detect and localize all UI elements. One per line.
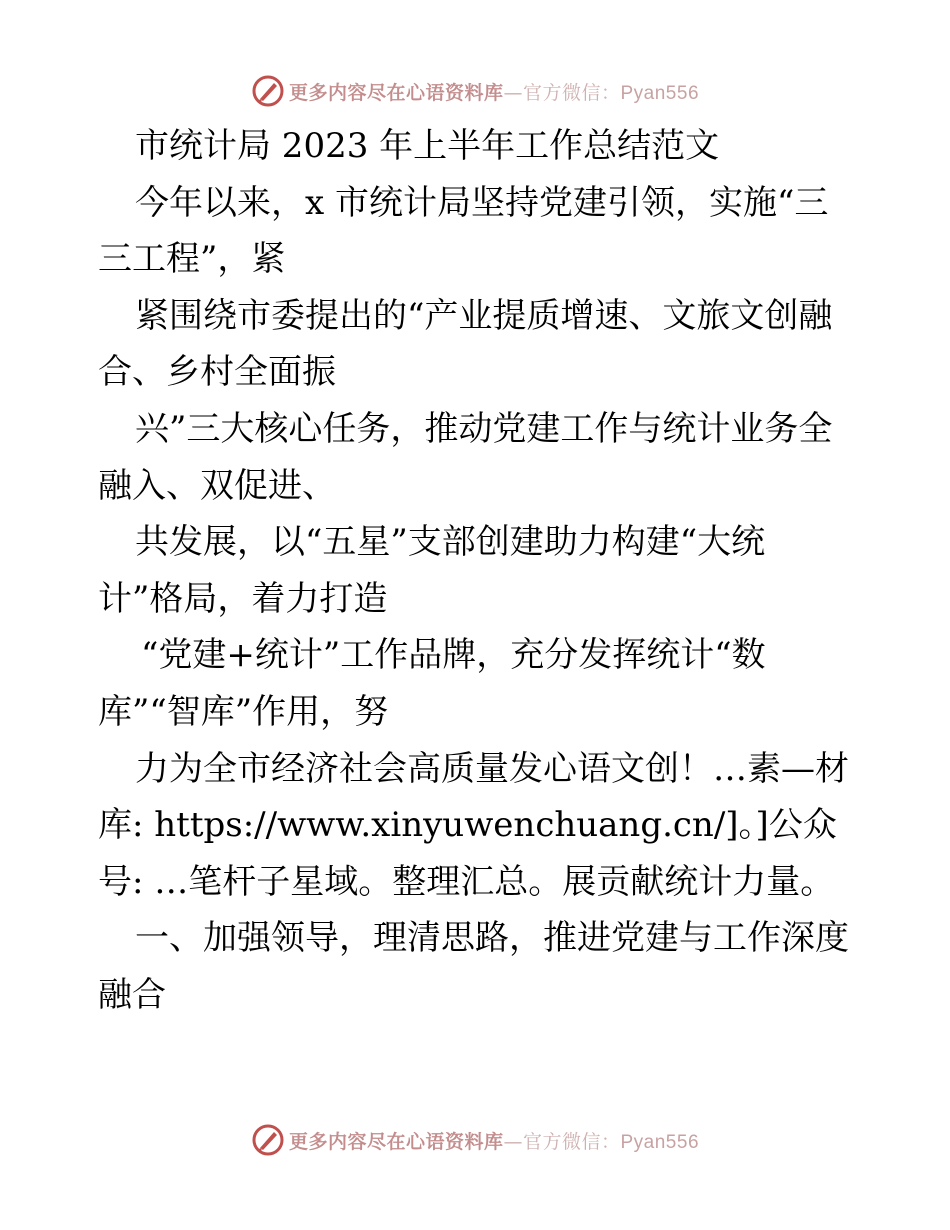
header-watermark-id: Pyan556: [620, 82, 700, 104]
paragraph-line: 三工程”，紧: [98, 239, 286, 280]
paragraph-line: 融入、双促进、: [98, 465, 336, 506]
quill-logo-icon: [251, 74, 285, 108]
footer-watermark-text: [289, 1127, 699, 1154]
footer-watermark: [0, 1120, 950, 1160]
header-watermark-label: —官方微信：: [503, 81, 621, 104]
quill-logo-icon: [251, 1123, 285, 1157]
footer-watermark-label: —官方微信：: [503, 1130, 621, 1153]
header-watermark-title: 更多内容尽在心语资料库: [288, 81, 504, 104]
paragraph-line: 号: …笔杆子星域。整理汇总。展贡献统计力量。: [98, 861, 835, 902]
document-title: 市统计局 2023 年上半年工作总结范文: [135, 126, 720, 166]
paragraph-line: 力为全市经济社会高质量发心语文创！…素—材: [135, 748, 849, 789]
paragraph-line: 兴”三大核心任务，推动党建工作与统计业务全: [135, 408, 833, 449]
paragraph-line: 紧围绕市委提出的“产业提质增速、文旅文创融: [135, 295, 833, 336]
paragraph-line: 合、乡村全面振: [98, 352, 336, 393]
document-body: [98, 118, 858, 1024]
header-watermark-text: [289, 78, 699, 105]
paragraph-line: 今年以来，x 市统计局坚持党建引领，实施“三: [135, 182, 829, 223]
header-watermark: [0, 71, 950, 111]
paragraph-line: 库”“智库”作用，努: [98, 691, 389, 732]
paragraph-line: 共发展，以“五星”支部创建助力构建“大统: [135, 522, 766, 563]
footer-watermark-id: Pyan556: [620, 1131, 700, 1153]
section-heading: 一、加强领导，理清思路，推进党建与工作深度: [135, 918, 849, 959]
paragraph-line: “党建+统计”工作品牌，充分发挥统计“数: [141, 635, 766, 676]
footer-watermark-title: 更多内容尽在心语资料库: [288, 1130, 504, 1153]
paragraph-line: 计”格局，着力打造: [98, 578, 388, 619]
section-heading-continued: 融合: [98, 974, 166, 1015]
paragraph-line: 库: https://www.xinyuwenchuang.cn/]。]公众: [98, 805, 837, 846]
